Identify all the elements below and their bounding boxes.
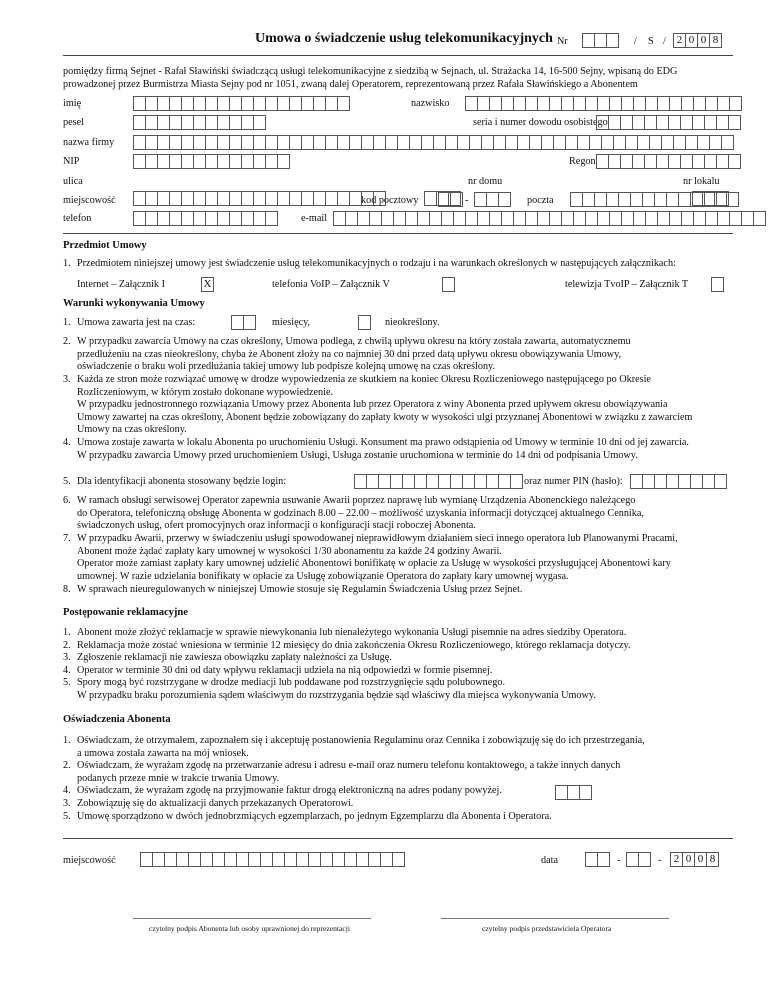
box-cell[interactable] [579, 785, 592, 800]
field-label-kod: kod pocztowy [361, 195, 419, 206]
list-item [63, 735, 733, 748]
field-label-poczta: poczta [527, 195, 554, 206]
item-text: Zobowiązuję się do aktualizacji danych przekazanych Operatorowi. [77, 797, 354, 809]
list-item [63, 748, 733, 761]
contract-number-label: Nr [557, 36, 568, 47]
field-label-nr-lokalu: nr lokalu [683, 176, 720, 187]
paragraph-line: Abonent może żądać zapłaty kary umownej w wysokości 1/30 abonamentu za każde 24 godziny Awarii. [77, 545, 502, 557]
dowod-field[interactable] [596, 115, 740, 130]
item-text: Oświadczam, że wyrażam zgodę na przetwarzanie adresu i adresu e-mail oraz numeru telefonu kontaktowego, a także innych danych [77, 760, 621, 772]
login-field[interactable] [354, 474, 522, 489]
kod-part2-field[interactable] [474, 192, 510, 207]
footer-miejscowosc-field[interactable] [140, 852, 404, 867]
tv-checkbox[interactable] [711, 277, 723, 292]
pin-label: oraz numer PIN (hasło): [524, 476, 623, 487]
box-cell[interactable] [716, 191, 729, 206]
item-text: Abonent może złożyć reklamacje w sprawie niewykonania lub nienależytego wykonania Usługi pisemnie na adres siedziby Operatora. [77, 627, 627, 638]
box-cell[interactable] [277, 154, 290, 169]
s-letter: S [648, 36, 654, 47]
voip-checkbox[interactable] [442, 277, 454, 292]
item-number: 4. [63, 664, 71, 676]
field-label-miejscowosc: miejscowość [63, 195, 116, 206]
paragraph-text: Dla identyfikacji abonenta stosowany będzie login: [77, 476, 287, 487]
ulica-field[interactable] [133, 191, 385, 206]
item-text: Zgłoszenie reklamacji nie zawiesza obowiązku zapłaty należności za Usługę. [77, 652, 392, 664]
firma-field[interactable] [133, 135, 733, 150]
item-text: podanych przeze mnie w trakcie trwania Umowy. [77, 772, 280, 784]
list-item [63, 798, 733, 811]
item-number: 5. [63, 810, 71, 822]
nieokreslony-label: nieokreślony. [385, 317, 440, 328]
warunki-paragraph-7 [63, 533, 733, 583]
section-heading-oswiadczenia: Oświadczenia Abonenta [63, 714, 171, 725]
list-item [63, 760, 733, 773]
field-label-nr-domu: nr domu [468, 176, 503, 187]
paragraph-text: Przedmiotem niniejszej umowy jest świadczenie usług telekomunikacyjnych o rodzaju i na warunkach określonych w następujących załącznikach: [77, 258, 676, 269]
section-heading-warunki: Warunki wykonywania Umowy [63, 298, 205, 309]
checkbox-box[interactable] [442, 277, 455, 292]
regon-field[interactable] [596, 154, 740, 169]
operator-signature-line[interactable] [441, 918, 669, 919]
paragraph-number: 6. [63, 495, 71, 506]
paragraph-number: 1. [63, 258, 71, 269]
paragraph-line: oświadczenie o braku woli przedłużania takiej umowy lub podpisze kolejną umowę na czas określony. [77, 361, 496, 373]
paragraph-line: świadczonych usług, ofert promocyjnych oraz informacji o konfiguracji stacji roboczej Abonenta. [77, 520, 476, 532]
document-title: Umowa o świadczenie usług telekomunikacyjnych [255, 31, 553, 46]
paragraph-line: umownej. W razie udzielania bonifikaty w opłacie za Usługę zobowiązanie Operatora do zapłaty kary umownej wygasa. [77, 570, 569, 582]
intro-line-1: pomiędzy firmą Sejnet - Rafał Sławiński świadczącą usługi telekomunikacyjne z siedzibą w Sejnach, ul. Strażacka 14, 16-500 Sejny, wpisaną do EDG [63, 66, 678, 77]
item-text: a umowa została zawarta na mój wniosek. [77, 747, 249, 759]
box-cell[interactable] [753, 211, 766, 226]
field-label-regon: Regon [569, 156, 596, 167]
item-number: 2. [63, 760, 71, 772]
paragraph-number: 3. [63, 374, 71, 385]
nip-field[interactable] [133, 154, 289, 169]
year-digit: 8 [709, 33, 722, 48]
field-label-ulica: ulica [63, 176, 83, 187]
item-number: 1. [63, 735, 71, 746]
warunki-paragraph-3 [63, 374, 733, 437]
footer-label-data: data [541, 855, 558, 866]
item-number: 1. [63, 627, 71, 638]
year-boxes [673, 33, 721, 48]
warunki-paragraph-6 [63, 495, 733, 533]
box-cell[interactable] [253, 115, 266, 130]
field-label-firma: nazwa firmy [63, 137, 115, 148]
kod-part1-field[interactable] [438, 192, 462, 207]
oswiadczenia-list [63, 735, 733, 823]
date-month-field[interactable] [626, 852, 650, 867]
intro-line-2: prowadzonej przez Burmistrza Miasta Sejny pod nr 1051, zwaną dalej Operatorem, reprezentowaną przez Rafała Sławińskiego a Abonentem [63, 79, 638, 90]
year-digit: 8 [706, 852, 719, 867]
field-label-imie: imię [63, 98, 82, 109]
box-cell[interactable] [597, 852, 610, 867]
paragraph-text: W sprawach nieuregulowanych w niniejszej Umowie stosuje się Regulamin Świadczenia Usług przez Sejnet. [77, 584, 523, 595]
warunki-paragraph-2 [63, 336, 733, 374]
date-dash: - [617, 855, 621, 866]
box-cell[interactable] [337, 96, 350, 111]
abonent-signature-line[interactable] [133, 918, 371, 919]
imie-field[interactable] [133, 96, 349, 111]
paragraph-line: W ramach obsługi serwisowej Operator zapewnia usuwanie Awarii poprzez naprawę lub wymianę Urządzenia Abonenckiego należącego [77, 495, 636, 506]
kod-dash: - [465, 195, 469, 206]
paragraph-line: Każda ze stron może rozwiązać umowę w drodze wypowiedzenia ze skutkiem na koniec Okresu Rozliczeniowego następującego po Okresie [77, 374, 651, 385]
nazwisko-field[interactable] [465, 96, 741, 111]
voip-label: telefonia VoIP – Załącznik V [272, 279, 390, 290]
miesiecy-label: miesięcy, [272, 317, 311, 328]
paragraph-number: 2. [63, 336, 71, 347]
paragraph-line: Umowy zawartej na czas określony, Abonent będzie zobowiązany do zapłaty kwoty w wysokości ulgi przyznanej Abonentowi w związku z zawarciem [77, 411, 693, 423]
pin-field[interactable] [630, 474, 726, 489]
paragraph-line: W przypadku zawarcia Umowy przed uruchomieniem Usługi, Usługa zostanie uruchomiona w terminie do 14 dni od podpisania Umowy. [77, 449, 638, 461]
box-cell[interactable] [265, 211, 278, 226]
field-label-nazwisko: nazwisko [411, 98, 450, 109]
checkbox-box[interactable] [711, 277, 724, 292]
warunki-paragraph-8 [63, 584, 733, 597]
paragraph-line: przedłużeniu na czas nieokreślony, chyba że Abonent złoży na co najmniej 30 dni przed datą upływu okresu obowiązywania Umowy, [77, 348, 622, 360]
date-dash: - [658, 855, 662, 866]
months-field[interactable] [231, 315, 255, 330]
paragraph-text: Umowa zawarta jest na czas: [77, 317, 196, 328]
item-number: 5. [63, 677, 71, 689]
list-item [63, 677, 733, 690]
list-item [63, 665, 733, 678]
abonent-signature-caption: czytelny podpis Abonenta lub osoby uprawnionej do reprezentacji [149, 924, 350, 933]
date-year-boxes [670, 852, 718, 867]
list-item [63, 811, 733, 824]
paragraph-number: 7. [63, 533, 71, 544]
section-heading-reklamacje: Postępowanie reklamacyjne [63, 607, 188, 618]
list-item [63, 773, 733, 786]
paragraph-number: 5. [63, 476, 71, 487]
paragraph-number: 4. [63, 437, 71, 448]
item-number: 4. [63, 785, 71, 797]
item-text: Oświadczam, że otrzymałem, zapoznałem się i akceptuję postanowienia Regulaminu oraz Cennika i zobowiązuję się do ich przestrzegania, [77, 735, 645, 746]
field-label-telefon: telefon [63, 213, 92, 224]
field-label-nip: NIP [63, 156, 80, 167]
item-text: Umowę sporządzono w dwóch jednobrzmiących egzemplarzach, po jednym Egzemplarzu dla Abonenta i Operatora. [77, 810, 552, 822]
operator-signature-caption: czytelny podpis przedstawiciela Operatora [482, 924, 612, 933]
telefon-field[interactable] [133, 211, 277, 226]
box-cell[interactable] [729, 96, 742, 111]
checkbox-box[interactable] [358, 315, 371, 330]
item-text: Reklamacja może zostać wniesiona w terminie 12 miesięcy do dnia zakończenia Okresu Rozliczeniowego, którego reklamacja dotyczy. [77, 639, 631, 651]
list-item [63, 690, 733, 703]
item-text: W przypadku braku porozumienia sądem właściwym do rozstrzygania będzie sąd właściwy dla miejsca wykonywania Umowy. [77, 689, 596, 701]
year-digit: 0 [697, 33, 710, 48]
box-cell[interactable] [728, 115, 741, 130]
box-cell[interactable] [638, 852, 651, 867]
paragraph-line: Umowa zostaje zawarta w lokalu Abonenta po uruchomieniu Usługi. Konsument ma prawo odstąpienia od Umowy w terminie 10 dni od jej zawarcia. [77, 437, 689, 448]
item-number: 3. [63, 797, 71, 809]
box-cell[interactable] [392, 852, 405, 867]
przedmiot-paragraph-1 [63, 258, 733, 271]
pesel-field[interactable] [133, 115, 265, 130]
warunki-paragraph-4 [63, 437, 733, 462]
paragraph-line: W przypadku jednostronnego rozwiązania Umowy przez Abonenta lub przez Operatora z winy Abonenta przed upływem okresu obowiązywania [77, 399, 668, 411]
year-digit: 2 [673, 33, 686, 48]
header-rule [63, 55, 733, 56]
field-label-pesel: pesel [63, 117, 84, 128]
list-item [63, 785, 733, 798]
indefinite-checkbox[interactable] [358, 315, 370, 330]
year-digit: 0 [685, 33, 698, 48]
separator: / [634, 36, 637, 47]
section-heading-przedmiot: Przedmiot Umowy [63, 240, 147, 251]
list-item [63, 652, 733, 665]
e-invoice-consent-field[interactable] [555, 785, 591, 800]
paragraph-line: Operator może zamiast zapłaty kary umownej udzielić Abonentowi bonifikatę w opłacie za Usługę w wysokości przysługującej Abonentowi kary [77, 558, 671, 570]
item-number: 3. [63, 652, 71, 664]
year-digit: 0 [694, 852, 707, 867]
item-text: Spory mogą być rozstrzygane w drodze mediacji lub poddawane pod rozstrzygnięcie sądu polubownego. [77, 677, 506, 689]
check-mark[interactable]: X [201, 277, 214, 292]
email-field[interactable] [333, 211, 765, 226]
paragraph-number: 1. [63, 317, 71, 328]
field-label-email: e-mail [301, 213, 328, 224]
item-number: 2. [63, 639, 71, 651]
separator: / [663, 36, 666, 47]
digit-box[interactable] [606, 33, 619, 48]
date-day-field[interactable] [585, 852, 609, 867]
list-item [63, 640, 733, 653]
internet-checkbox[interactable] [201, 277, 213, 292]
contract-number-boxes[interactable] [582, 33, 618, 48]
item-text: Operator w terminie 30 dni od daty wpływu reklamacji udziela na nią odpowiedzi w formie pisemnej. [77, 664, 493, 676]
section-rule [63, 233, 733, 234]
reklamacje-list [63, 627, 733, 703]
box-cell[interactable] [728, 154, 741, 169]
footer-rule [63, 838, 733, 839]
paragraph-line: do Operatora, telefoniczną obsługę Abonenta w godzinach 8.00 – 22.00 – możliwość uzyskania informacji dotyczącej aktualnego Cennika, [77, 507, 644, 519]
box-cell[interactable] [498, 192, 511, 207]
list-item [63, 627, 733, 640]
paragraph-number: 8. [63, 584, 71, 595]
field-label-dowod: seria i numer dowodu osobistego [473, 117, 608, 128]
paragraph-line: W przypadku Awarii, przerwy w świadczeniu usługi spowodowanej nieprawidłowym działaniem sieci innego operatora lub Planowanymi Pracami, [77, 533, 678, 544]
box-cell[interactable] [721, 135, 734, 150]
box-cell[interactable] [714, 474, 727, 489]
tv-label: telewizja TvoIP – Załącznik T [565, 279, 689, 290]
year-digit: 0 [682, 852, 695, 867]
year-digit: 2 [670, 852, 683, 867]
item-text: Oświadczam, że wyrażam zgodę na przyjmowanie faktur drogą elektroniczną na adres podany powyżej. [77, 785, 502, 797]
internet-label: Internet – Załącznik I [77, 279, 165, 290]
paragraph-line: W przypadku zawarcia Umowy na czas określony, Umowa podlega, z chwilą upływu okresu na który została zawarta, automatycznemu [77, 336, 631, 347]
paragraph-line: Umowy na czas określony. [77, 424, 187, 436]
box-cell[interactable] [510, 474, 523, 489]
digit-box[interactable] [243, 315, 256, 330]
paragraph-line: Rozliczeniowym, w którym zostało dokonane wypowiedzenie. [77, 386, 334, 398]
box-cell[interactable] [450, 192, 463, 207]
nr-lokalu-field[interactable] [692, 191, 728, 206]
footer-label-miejscowosc: miejscowość [63, 855, 116, 866]
